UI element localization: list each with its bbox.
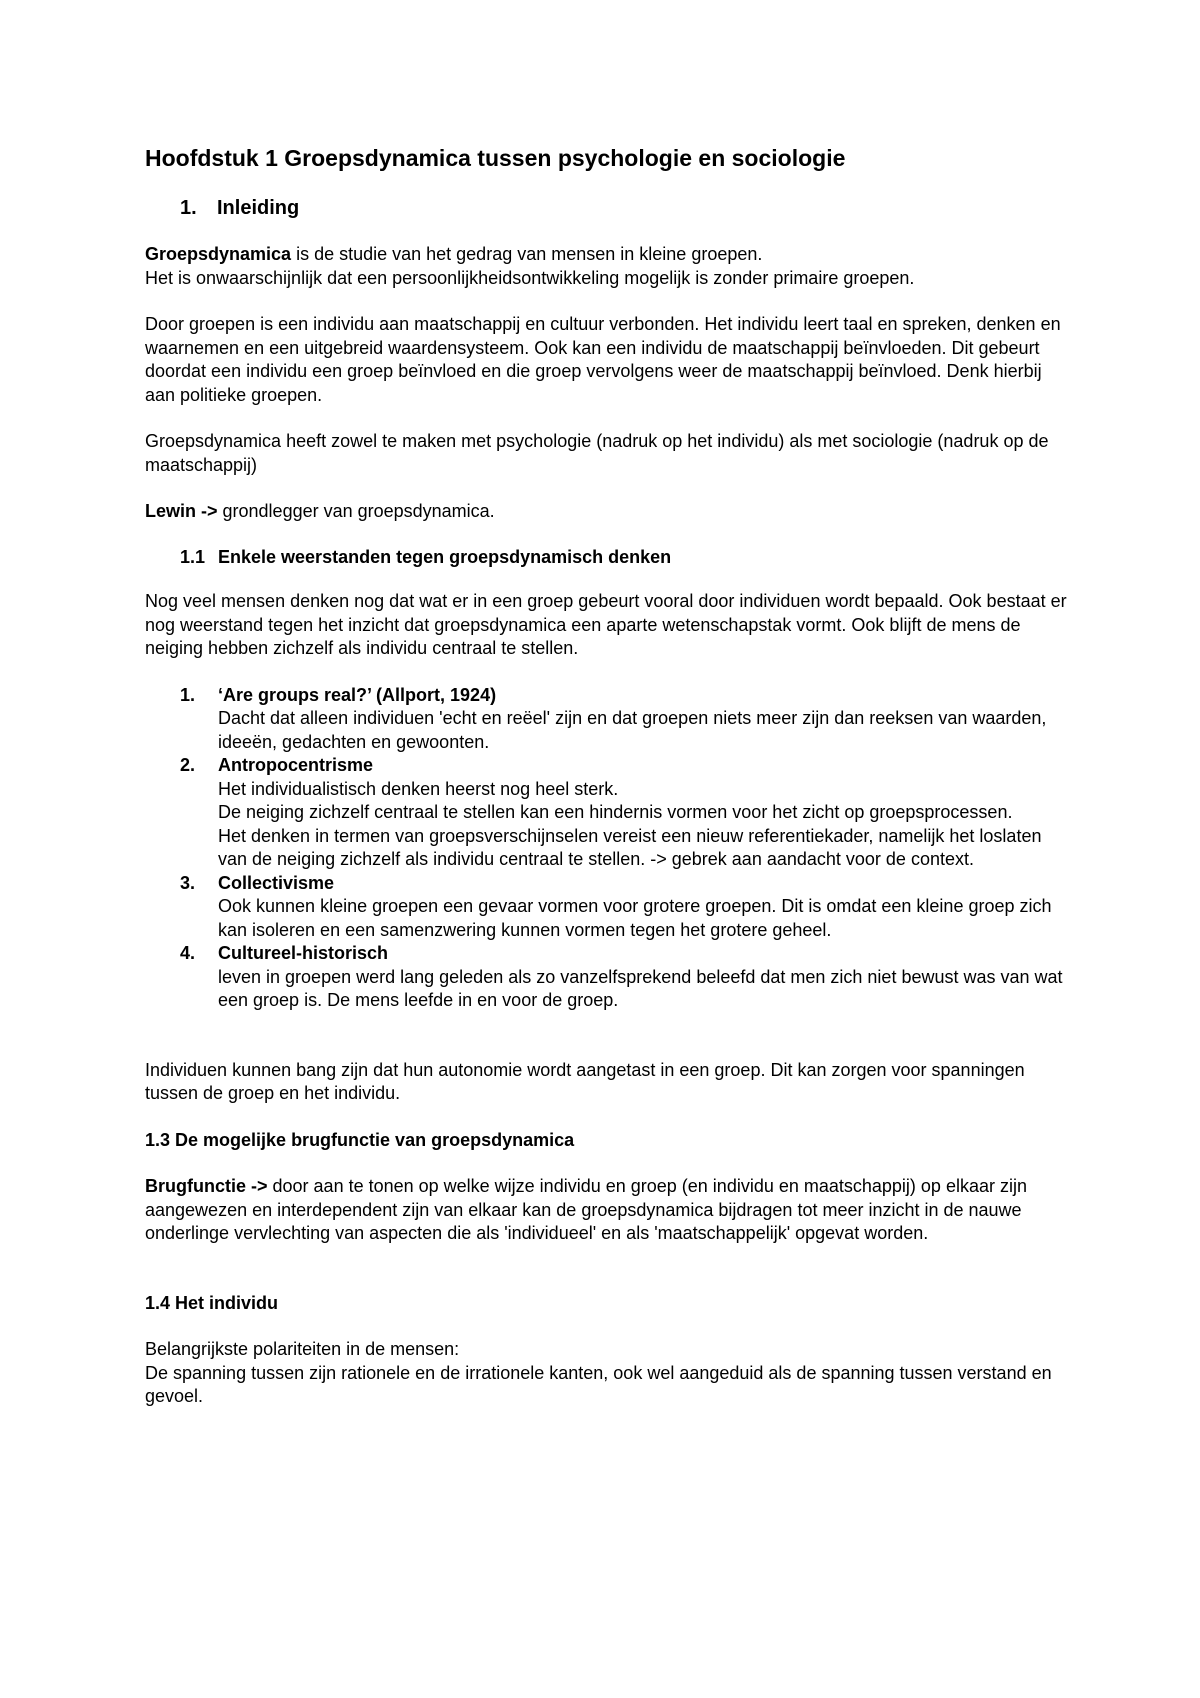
section-title: Inleiding <box>217 197 300 219</box>
section-number: 1.1 <box>180 546 206 567</box>
list-item <box>145 754 1075 872</box>
brugfunctie-text: door aan te tonen op welke wijze individu en groep (en individu en maatschappij) op elkaar zijn aangewezen en interdependent zijn van elkaar kan de groepsdynamica bijdragen tot meer inzicht in de nauwe onderlinge vervlechting van aspecten die als 'individueel' en als 'maatschappelijk' opgevat worden. <box>145 1176 1027 1243</box>
brugfunctie-term: Brugfunctie -> <box>145 1176 268 1196</box>
list-item-line: De neiging zichzelf centraal te stellen kan een hindernis vormen voor het zicht op groepsprocessen. <box>218 802 1013 822</box>
section-heading-1-4: 1.4 Het individu <box>145 1292 279 1313</box>
list-item-line: Dacht dat alleen individuen 'echt en reëel' zijn en dat groepen niets meer zijn dan reeksen van waarden, ideeën, gedachten en gewoonten. <box>218 708 1047 752</box>
intro-definition <box>145 243 1075 267</box>
page-title: Hoofdstuk 1 Groepsdynamica tussen psychologie en sociologie <box>145 145 846 171</box>
intro-line-2: Het is onwaarschijnlijk dat een persoonlijkheidsontwikkeling mogelijk is zonder primaire groepen. <box>145 267 915 288</box>
section-heading-1-1 <box>145 546 1075 570</box>
brugfunctie-paragraph <box>145 1175 1075 1246</box>
section-number: 1. <box>180 197 197 219</box>
list-item-title: Collectivisme <box>218 872 335 893</box>
lewin-line <box>145 500 1075 524</box>
resistance-list <box>145 684 1075 1013</box>
list-item-number: 1. <box>180 684 196 705</box>
section-1-4-line-1: Belangrijkste polariteiten in de mensen: <box>145 1339 460 1359</box>
list-item-line: leven in groepen werd lang geleden als zo vanzelfsprekend beleefd dat men zich niet bewust was van wat een groep is. De mens leefde in en voor de groep. <box>218 966 1063 1010</box>
list-item-line: Ook kunnen kleine groepen een gevaar vormen voor grotere groepen. Dit is omdat een kleine groep zich kan isoleren en een samenzwering kunnen vormen tegen het grotere geheel. <box>218 896 1052 940</box>
definition-term: Groepsdynamica <box>145 244 292 264</box>
list-item-line: Het denken in termen van groepsverschijnselen vereist een nieuw referentiekader, namelijk het loslaten van de neiging zichzelf als individu centraal te stellen. -> gebrek aan aandacht voor de context. <box>218 825 1042 869</box>
list-item <box>145 684 1075 755</box>
list-item-number: 3. <box>180 872 196 893</box>
section-1-1-closing: Individuen kunnen bang zijn dat hun autonomie wordt aangetast in een groep. Dit kan zorgen voor spanningen tussen de groep en het individu. <box>145 1059 1025 1103</box>
list-item <box>145 872 1075 943</box>
list-item-title: ‘Are groups real?’ (Allport, 1924) <box>218 684 497 705</box>
lewin-term: Lewin -> <box>145 501 218 521</box>
section-1-4-line-2: De spanning tussen zijn rationele en de irrationele kanten, ook wel aangeduid als de spanning tussen verstand en gevoel. <box>145 1362 1052 1406</box>
document-content <box>145 143 1075 1409</box>
section-heading-1-3: 1.3 De mogelijke brugfunctie van groepsdynamica <box>145 1129 575 1150</box>
intro-paragraph-2: Door groepen is een individu aan maatschappij en cultuur verbonden. Het individu leert taal en spreken, denken en waarnemen en een uitgebreid waardensysteem. Ook kan een individu de maatschappij beïnvloeden. Dit gebeurt doordat een individu een groep beïnvloed en die groep vervolgens weer de maatschappij beïnvloed. Denk hierbij aan politieke groepen. <box>145 314 1061 405</box>
list-item-title: Cultureel-historisch <box>218 943 389 963</box>
list-item <box>145 942 1075 1013</box>
section-title: Enkele weerstanden tegen groepsdynamisch denken <box>218 546 672 567</box>
list-item-number: 2. <box>180 755 196 775</box>
section-heading-1 <box>145 195 1075 221</box>
list-item-number: 4. <box>180 943 196 963</box>
list-item-title: Antropocentrisme <box>218 755 374 775</box>
list-item-line: Het individualistisch denken heerst nog heel sterk. <box>218 778 619 799</box>
intro-paragraph-3: Groepsdynamica heeft zowel te maken met psychologie (nadruk op het individu) als met sociologie (nadruk op de maatschappij) <box>145 431 1049 475</box>
definition-text: is de studie van het gedrag van mensen in kleine groepen. <box>291 244 763 264</box>
section-1-1-paragraph: Nog veel mensen denken nog dat wat er in een groep gebeurt vooral door individuen wordt bepaald. Ook bestaat er nog weerstand tegen het inzicht dat groepsdynamica een aparte wetenschapstak vormt. Ook blijft de mens de neiging hebben zichzelf als individu centraal te stellen. <box>145 591 1067 658</box>
lewin-text: grondlegger van groepsdynamica. <box>217 501 495 521</box>
